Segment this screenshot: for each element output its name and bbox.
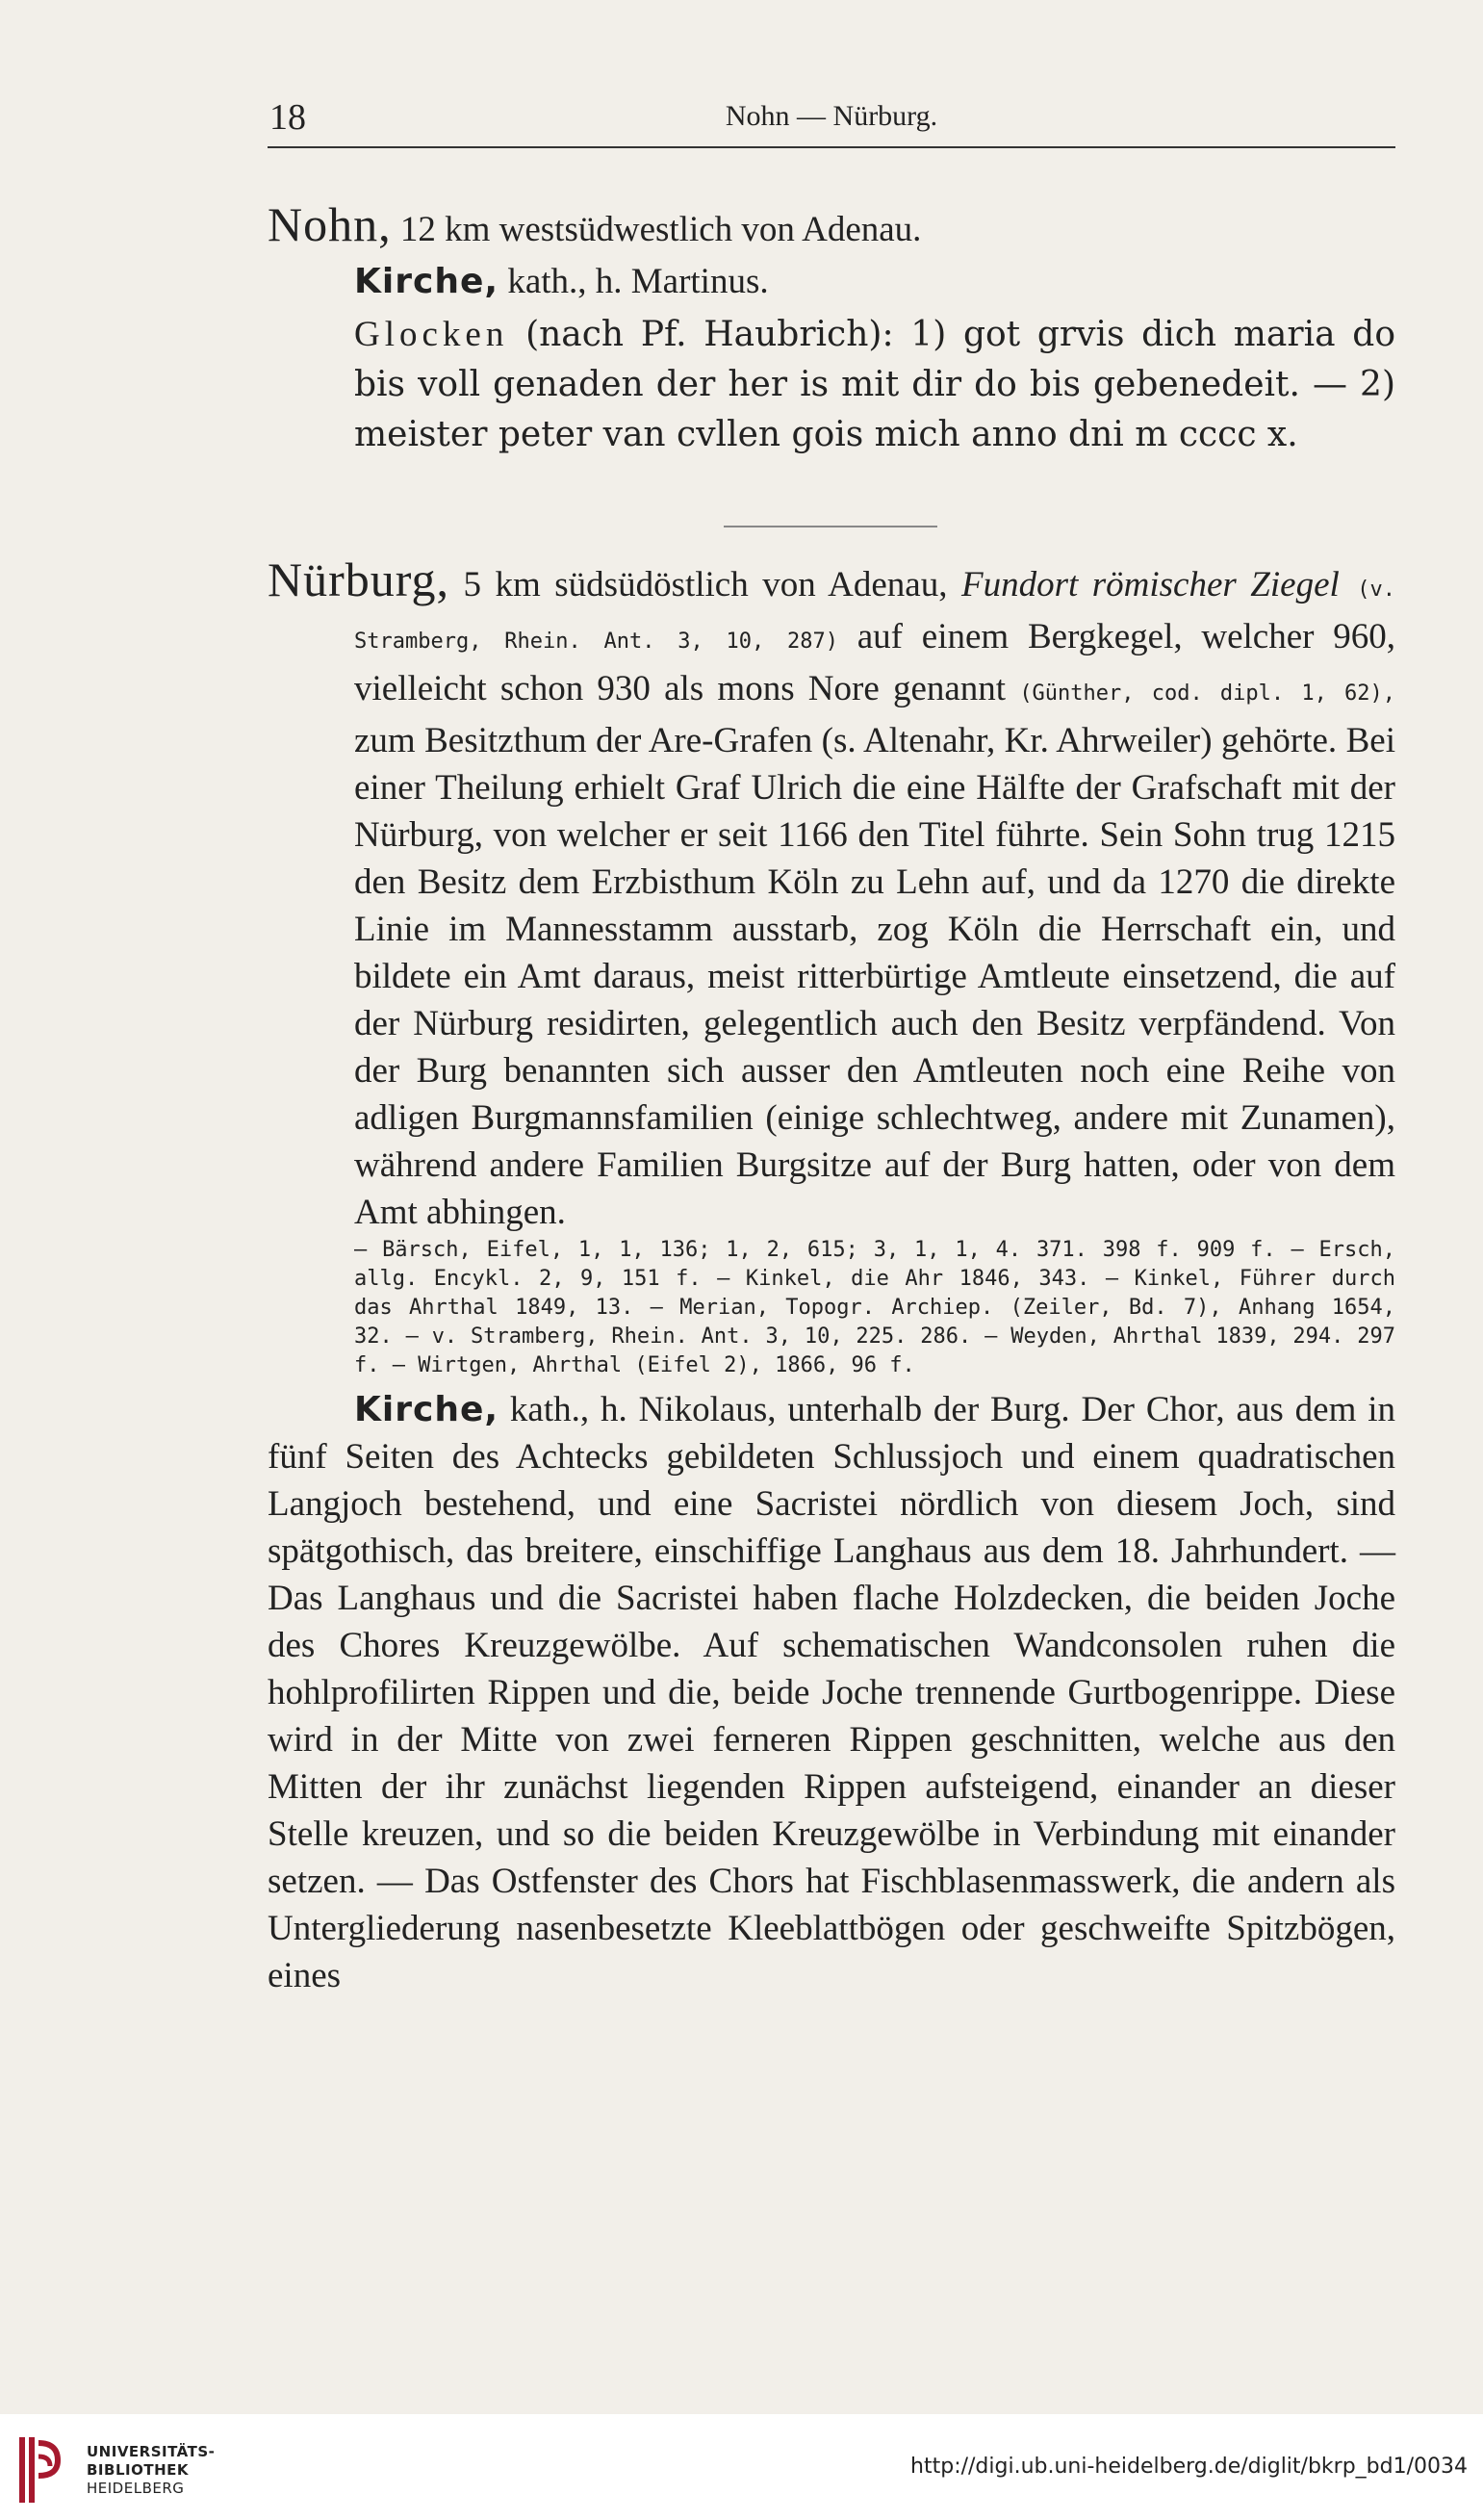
section-divider — [724, 526, 937, 527]
library-logo-icon[interactable] — [15, 2433, 69, 2507]
nohn-kirche-text: kath., h. Martinus. — [499, 262, 769, 301]
page-number: 18 — [269, 97, 306, 138]
nuerburg-text-2: auf einem Bergkegel, welcher 960, vielleicht schon 930 als mons Nore genannt — [354, 617, 1395, 708]
nuerburg-body — [268, 553, 1396, 1236]
nohn-glocken — [268, 310, 1395, 460]
library-name-line-2: BIBLIOTHEK — [87, 2461, 189, 2479]
nuerburg-text-1: 5 km südsüdöstlich von Adenau, — [449, 565, 961, 604]
library-name-line-3: HEIDELBERG — [87, 2480, 185, 2497]
nuerburg-kirche-label: Kirche, — [354, 1390, 499, 1429]
nuerburg-title: Nürburg, — [268, 553, 450, 606]
running-title: Nohn — Nürburg. — [725, 100, 938, 132]
nuerburg-ref-1: (v. Stramberg, Rhein. Ant. 3, 10, 287) — [354, 578, 1396, 654]
nuerburg-ref-2: (Günther, cod. dipl. 1, 62), — [1019, 681, 1395, 706]
nuerburg-literature: — Bärsch, Eifel, 1, 1, 136; 1, 2, 615; 3, 1, 1, 4. 371. 398 f. 909 f. — Ersch, allg. Encykl. 2, 9, 151 f. — Kinkel, die Ahr 1846, 343. — Kinkel, Führer durch das Ahrthal 1849, 13. — Merian, Topogr. Archiep. (Zeiler, Bd. 7), Anhang 1654, 32. — v. Stramberg, Rhein. Ant. 3, 10, 225. 286. — Weyden, Ahrthal 1839, 294. 297 f. — Wirtgen, Ahrthal (Eifel 2), 1866, 96 f. — [354, 1238, 1395, 1377]
entry-nuerburg — [268, 553, 1396, 1999]
nuerburg-kirche — [268, 1386, 1395, 1999]
nohn-kirche — [268, 258, 1395, 306]
nohn-glocken-text: (nach Pf. Haubrich): 1) got grvis dich maria do bis voll genaden der her is mit dir do bis gebenedeit. — 2) meister peter van cvllen gois mich anno dni m cccc x. — [354, 315, 1395, 454]
viewer-footer — [0, 2414, 1483, 2520]
permalink-url[interactable]: http://digi.ub.uni-heidelberg.de/diglit/bkrp_bd1/0034 — [910, 2455, 1468, 2479]
library-name — [87, 2443, 215, 2498]
entry-nohn — [268, 197, 1395, 460]
nohn-location: 12 km westsüdwestlich von Adenau. — [391, 210, 922, 249]
nohn-kirche-label: Kirche, — [354, 262, 499, 301]
nuerburg-text-3: zum Besitzthum der Are-Grafen (s. Altenahr, Kr. Ahrweiler) gehörte. Bei einer Theilung erhielt Graf Ulrich die eine Hälfte der Grafschaft mit der Nürburg, von welcher er seit 1166 den Titel führte. Sein Sohn trug 1215 den Besitz dem Erzbisthum Köln zu Lehn auf, und da 1270 die direkte Linie im Mannesstamm ausstarb, zog Köln die Herrschaft ein, und bildete ein Amt daraus, meist ritterbürtige Amtleute einsetzend, die auf der Nürburg residirten, gelegentlich auch den Besitz verpfändend. Von der Burg benannten sich ausser den Amtleuten noch eine Reihe von adligen Burgmannsfamilien (einige schlechtweg, andere mit Zunamen), während andere Familien Burgsitze auf der Burg hatten, oder von dem Amt abhingen. — [354, 721, 1395, 1232]
library-name-line-1: UNIVERSITÄTS- — [87, 2443, 216, 2460]
page-header — [268, 96, 1395, 148]
nohn-heading-line — [268, 197, 1395, 254]
nuerburg-fundort: Fundort römischer Ziegel — [960, 565, 1340, 604]
nuerburg-kirche-text: kath., h. Nikolaus, unterhalb der Burg. Der Chor, aus dem in fünf Seiten des Achtecks gebildeten Schlussjoch und einem quadratischen Langjoch bestehend, und eine Sacristei nördlich von diesem Joch, sind spätgothisch, das breitere, einschiffige Langhaus aus dem 18. Jahrhundert. — Das Langhaus und die Sacristei haben flache Holzdecken, die beiden Joche des Chores Kreuzgewölbe. Auf schematischen Wandconsolen ruhen die hohlprofilirten Rippen und die, beide Joche trennende Gurtbogenrippe. Diese wird in der Mitte von zwei ferneren Rippen geschnitten, welche aus den Mitten der ihr zunächst liegenden Rippen aufsteigend, einander an dieser Stelle kreuzen, und so die beiden Kreuzgewölbe in Verbindung mit einander setzen. — Das Ostfenster des Chors hat Fischblasenmasswerk, die andern als Untergliederung nasenbesetzte Kleeblattbögen oder geschweifte Spitzbögen, eines — [268, 1390, 1395, 1995]
nohn-glocken-label: Glocken — [354, 315, 509, 354]
nohn-title: Nohn, — [268, 197, 392, 251]
